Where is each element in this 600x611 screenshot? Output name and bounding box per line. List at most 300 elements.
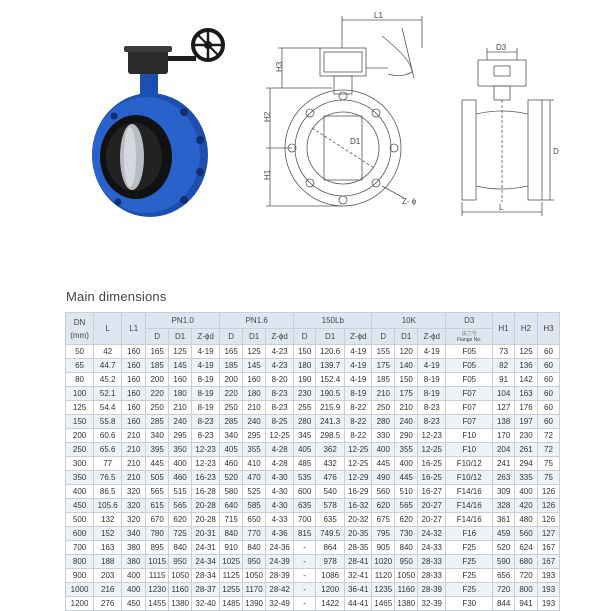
- table-cell: 4-19: [345, 373, 372, 387]
- table-cell: 4-19: [418, 345, 446, 359]
- table-cell: 20-27: [418, 499, 446, 513]
- table-cell: 52.1: [94, 387, 122, 401]
- table-cell: 127: [537, 527, 559, 541]
- table-cell: 4-33: [266, 513, 294, 527]
- table-cell: 950: [243, 555, 266, 569]
- table-cell: 100: [66, 387, 94, 401]
- table-cell: 175: [372, 359, 395, 373]
- table-cell: 309: [493, 485, 515, 499]
- table-cell: 8-20: [266, 373, 294, 387]
- table-cell: 675: [372, 513, 395, 527]
- table-cell: 16-27: [418, 485, 446, 499]
- table-cell: F14/16: [446, 485, 493, 499]
- table-cell: 1230: [146, 583, 169, 597]
- header-L: L: [94, 313, 122, 345]
- table-cell: 470: [243, 471, 266, 485]
- table-cell: 12-25: [345, 457, 372, 471]
- table-cell: 840: [169, 541, 192, 555]
- table-cell: 770: [243, 527, 266, 541]
- table-cell: 20-28: [192, 513, 220, 527]
- table-cell: 263: [493, 471, 515, 485]
- table-cell: 16-29: [345, 485, 372, 499]
- table-cell: 28-34: [192, 569, 220, 583]
- table-cell: 16-25: [418, 471, 446, 485]
- table-cell: 210: [122, 429, 146, 443]
- table-cell: 480: [515, 513, 538, 527]
- table-cell: 65: [66, 359, 94, 373]
- table-cell: 800: [66, 555, 94, 569]
- table-cell: 32-40: [192, 597, 220, 611]
- table-cell: 840: [243, 541, 266, 555]
- table-cell: F05: [446, 359, 493, 373]
- table-cell: 895: [146, 541, 169, 555]
- table-cell: 510: [395, 485, 418, 499]
- table-cell: -: [294, 555, 316, 569]
- table-cell: 60: [537, 387, 559, 401]
- table-cell: 160: [122, 345, 146, 359]
- table-cell: F25: [446, 541, 493, 555]
- subheader-D1: D1: [395, 329, 418, 345]
- table-cell: 250: [220, 401, 243, 415]
- table-cell: F10/12: [446, 471, 493, 485]
- table-cell: 220: [220, 387, 243, 401]
- table-cell: 160: [243, 373, 266, 387]
- table-cell: 200: [146, 373, 169, 387]
- table-cell: 20-31: [192, 527, 220, 541]
- table-row: [66, 443, 560, 457]
- table-row: [66, 373, 560, 387]
- gearbox-top: [124, 46, 172, 52]
- handwheel: [193, 30, 223, 60]
- table-cell: 620: [395, 513, 418, 527]
- table-cell: 400: [372, 443, 395, 457]
- table-cell: 4-19: [192, 359, 220, 373]
- table-cell: 1455: [146, 597, 169, 611]
- table-cell: 20-32: [345, 513, 372, 527]
- table-cell: 215.9: [316, 401, 345, 415]
- table-cell: F07: [446, 415, 493, 429]
- table-cell: 1200: [66, 597, 94, 611]
- table-cell: 185: [220, 359, 243, 373]
- table-cell: 445: [146, 457, 169, 471]
- table-cell: 844: [493, 597, 515, 611]
- table-cell: 335: [515, 471, 538, 485]
- table-cell: 126: [537, 499, 559, 513]
- table-cell: 1200: [316, 583, 345, 597]
- table-cell: 361: [493, 513, 515, 527]
- table-cell: 190: [294, 373, 316, 387]
- table-cell: 60.6: [94, 429, 122, 443]
- table-cell: 505: [146, 471, 169, 485]
- table-cell: 800: [515, 583, 538, 597]
- table-cell: 86.5: [94, 485, 122, 499]
- table-cell: 450: [66, 499, 94, 513]
- label-D: D: [553, 147, 559, 156]
- subheader-D: D: [372, 329, 395, 345]
- table-cell: 1050: [169, 569, 192, 583]
- subheader-Z-phi-d: Z-ϕd: [266, 329, 294, 345]
- table-row: [66, 541, 560, 555]
- table-cell: 8-23: [192, 415, 220, 429]
- table-row: [66, 415, 560, 429]
- table-cell: 240: [243, 415, 266, 429]
- table-cell: 950: [169, 555, 192, 569]
- table-cell: 395: [146, 443, 169, 457]
- table-cell: 4-30: [266, 485, 294, 499]
- table-cell: F14/16: [446, 499, 493, 513]
- table-cell: 320: [122, 513, 146, 527]
- table-cell: 1015: [146, 555, 169, 569]
- table-cell: 578: [316, 499, 345, 513]
- table-cell: 580: [220, 485, 243, 499]
- table-cell: 145: [243, 359, 266, 373]
- table-cell: 900: [66, 569, 94, 583]
- table-cell: 75: [537, 457, 559, 471]
- table-cell: 715: [220, 513, 243, 527]
- table-cell: 405: [220, 443, 243, 457]
- table-cell: 20-28: [192, 499, 220, 513]
- table-cell: 8-23: [266, 401, 294, 415]
- header-10k: 10K: [372, 313, 446, 329]
- table-cell: 16-23: [192, 471, 220, 485]
- table-cell: 1390: [243, 597, 266, 611]
- table-row: [66, 527, 560, 541]
- table-cell: 840: [220, 527, 243, 541]
- front-view-drawing: [262, 8, 432, 213]
- table-cell: F25: [446, 583, 493, 597]
- table-cell: 525: [243, 485, 266, 499]
- table-cell: 24-33: [418, 541, 446, 555]
- table-cell: 126: [537, 485, 559, 499]
- table-cell: 160: [122, 387, 146, 401]
- table-cell: 950: [395, 555, 418, 569]
- table-cell: 941: [515, 597, 538, 611]
- table-cell: 565: [169, 499, 192, 513]
- table-cell: 24-36: [266, 541, 294, 555]
- table-cell: 635: [294, 499, 316, 513]
- table-cell: 261: [515, 443, 538, 457]
- table-cell: 16-32: [345, 499, 372, 513]
- table-cell: 54.4: [94, 401, 122, 415]
- table-cell: 280: [294, 415, 316, 429]
- table-row: [66, 499, 560, 513]
- table-cell: 276: [94, 597, 122, 611]
- table-cell: 12-25: [418, 443, 446, 457]
- table-cell: 795: [372, 527, 395, 541]
- table-cell: 32-39: [418, 597, 446, 611]
- header-H2: H2: [515, 313, 538, 345]
- table-cell: 60: [537, 415, 559, 429]
- table-cell: 590: [493, 555, 515, 569]
- table-cell: 80: [66, 373, 94, 387]
- table-cell: 400: [122, 569, 146, 583]
- table-cell: 340: [146, 429, 169, 443]
- subheader-Z-phi-d: Z-ϕd: [345, 329, 372, 345]
- table-cell: 485: [294, 457, 316, 471]
- table-cell: 540: [316, 485, 345, 499]
- table-cell: 4-23: [266, 345, 294, 359]
- subheader-Z-phi-d: Z-ϕd: [192, 329, 220, 345]
- table-cell: 200: [66, 429, 94, 443]
- table-cell: 203: [94, 569, 122, 583]
- table-cell: 65.6: [94, 443, 122, 457]
- table-cell: 295: [169, 429, 192, 443]
- table-cell: 560: [515, 527, 538, 541]
- table-cell: 193: [537, 597, 559, 611]
- table-cell: 250: [66, 443, 94, 457]
- table-cell: 8-25: [266, 415, 294, 429]
- table-cell: 20-27: [418, 513, 446, 527]
- table-cell: 340: [220, 429, 243, 443]
- table-cell: -: [294, 583, 316, 597]
- table-cell: 125: [66, 401, 94, 415]
- table-row: [66, 583, 560, 597]
- table-cell: -: [294, 597, 316, 611]
- table-cell: 28-37: [192, 583, 220, 597]
- table-cell: 565: [395, 499, 418, 513]
- table-cell: 650: [243, 513, 266, 527]
- table-cell: 4-36: [266, 527, 294, 541]
- table-cell: 565: [146, 485, 169, 499]
- table-cell: 24-39: [266, 555, 294, 569]
- table-row: [66, 387, 560, 401]
- table-cell: 216: [94, 583, 122, 597]
- table-cell: 445: [372, 457, 395, 471]
- table-cell: 60: [537, 345, 559, 359]
- table-cell: 240: [395, 415, 418, 429]
- table-cell: 210: [169, 401, 192, 415]
- label-Z-phi: Z- ϕ: [402, 197, 417, 206]
- table-cell: 320: [122, 485, 146, 499]
- table-cell: 520: [493, 541, 515, 555]
- table-cell: 4-19: [345, 345, 372, 359]
- header-150lb: 150Lb: [294, 313, 372, 329]
- table-cell: 167: [537, 541, 559, 555]
- header-L1: L1: [122, 313, 146, 345]
- table-row: [66, 345, 560, 359]
- table-cell: 60: [537, 373, 559, 387]
- table-cell: 132: [94, 513, 122, 527]
- table-cell: 241.3: [316, 415, 345, 429]
- table-cell: 1160: [169, 583, 192, 597]
- table-row: [66, 401, 560, 415]
- header-pn10: PN1.0: [146, 313, 220, 329]
- table-row: [66, 457, 560, 471]
- table-cell: 190.5: [316, 387, 345, 401]
- table-cell: 345: [294, 429, 316, 443]
- table-cell: 730: [395, 527, 418, 541]
- table-cell: 280: [372, 415, 395, 429]
- table-cell: 460: [169, 471, 192, 485]
- table-cell: 176: [515, 401, 538, 415]
- table-cell: 250: [146, 401, 169, 415]
- table-cell: F07: [446, 401, 493, 415]
- table-cell: 139.7: [316, 359, 345, 373]
- table-cell: 160: [122, 401, 146, 415]
- table-cell: 905: [372, 541, 395, 555]
- table-cell: 1255: [220, 583, 243, 597]
- table-cell: 138: [493, 415, 515, 429]
- table-cell: 4-30: [266, 499, 294, 513]
- table-cell: 1465: [372, 597, 395, 611]
- table-cell: 200: [220, 373, 243, 387]
- table-cell: 160: [122, 373, 146, 387]
- table-cell: 410: [243, 457, 266, 471]
- header-D3: D3: [446, 313, 493, 329]
- subheader-D: D: [146, 329, 169, 345]
- table-cell: 60: [537, 401, 559, 415]
- gear-shaft: [168, 56, 196, 61]
- table-cell: F07: [446, 387, 493, 401]
- label-H3: H3: [275, 61, 284, 72]
- table-cell: 28-39: [418, 583, 446, 597]
- table-row: [66, 569, 560, 583]
- table-cell: 12-23: [192, 443, 220, 457]
- subheader-D1: D1: [169, 329, 192, 345]
- table-cell: 204: [493, 443, 515, 457]
- table-cell: 250: [372, 401, 395, 415]
- table-cell: 1120: [372, 569, 395, 583]
- table-cell: 624: [515, 541, 538, 555]
- table-cell: 16-28: [192, 485, 220, 499]
- table-cell: 24-32: [418, 527, 446, 541]
- table-cell: 16-25: [418, 457, 446, 471]
- table-cell: 150: [66, 415, 94, 429]
- table-cell: 91: [493, 373, 515, 387]
- table-row: [66, 485, 560, 499]
- table-cell: 1086: [316, 569, 345, 583]
- table-cell: 45.2: [94, 373, 122, 387]
- table-cell: 180: [243, 387, 266, 401]
- table-cell: 170: [493, 429, 515, 443]
- table-cell: 28-41: [345, 555, 372, 569]
- table-cell: 125: [243, 345, 266, 359]
- table-row: [66, 555, 560, 569]
- table-cell: 700: [66, 541, 94, 555]
- table-cell: 230: [294, 387, 316, 401]
- dimensions-table: [65, 312, 560, 611]
- header-dn: DN (mm): [66, 313, 94, 345]
- label-H2: H2: [263, 111, 272, 122]
- table-cell: 193: [537, 569, 559, 583]
- table-cell: F10/12: [446, 457, 493, 471]
- table-cell: 8-19: [345, 387, 372, 401]
- table-cell: 12-23: [418, 429, 446, 443]
- table-cell: 76.5: [94, 471, 122, 485]
- table-cell: 145: [169, 359, 192, 373]
- table-cell: 120: [395, 345, 418, 359]
- table-cell: 432: [316, 457, 345, 471]
- table-cell: 210: [395, 401, 418, 415]
- table-cell: 20-35: [345, 527, 372, 541]
- table-cell: 1025: [220, 555, 243, 569]
- table-cell: 680: [515, 555, 538, 569]
- subheader-Z-phi-d: Z-ϕd: [418, 329, 446, 345]
- table-cell: 160: [122, 359, 146, 373]
- table-cell: 210: [122, 443, 146, 457]
- table-cell: 1050: [243, 569, 266, 583]
- table-cell: 720: [493, 583, 515, 597]
- table-cell: 8-23: [266, 387, 294, 401]
- table-cell: 8-19: [192, 387, 220, 401]
- table-cell: 815: [294, 527, 316, 541]
- table-cell: 24-31: [192, 541, 220, 555]
- table-cell: 400: [395, 457, 418, 471]
- table-cell: 241: [493, 457, 515, 471]
- table-row: [66, 359, 560, 373]
- table-cell: 720: [515, 569, 538, 583]
- table-cell: 155: [372, 345, 395, 359]
- table-cell: 188: [94, 555, 122, 569]
- table-cell: 165: [220, 345, 243, 359]
- table-cell: 28-33: [418, 569, 446, 583]
- table-cell: 150: [294, 345, 316, 359]
- header-H3: H3: [537, 313, 559, 345]
- table-cell: 1235: [372, 583, 395, 597]
- table-cell: 4-28: [266, 457, 294, 471]
- table-cell: 210: [372, 387, 395, 401]
- table-cell: 840: [395, 541, 418, 555]
- table-cell: F05: [446, 345, 493, 359]
- table-cell: 8-19: [192, 401, 220, 415]
- table-cell: 44-41: [345, 597, 372, 611]
- table-cell: 28-35: [345, 541, 372, 555]
- table-cell: 240: [169, 415, 192, 429]
- table-cell: 180: [169, 387, 192, 401]
- table-cell: 77: [94, 457, 122, 471]
- table-cell: 220: [146, 387, 169, 401]
- table-cell: 4-28: [266, 443, 294, 457]
- table-cell: 12-23: [192, 457, 220, 471]
- table-cell: 8-19: [192, 373, 220, 387]
- table-cell: 8-19: [418, 373, 446, 387]
- table-cell: 350: [169, 443, 192, 457]
- table-cell: 8-22: [345, 401, 372, 415]
- table-cell: 460: [220, 457, 243, 471]
- table-cell: 12-25: [266, 429, 294, 443]
- table-cell: 600: [66, 527, 94, 541]
- header-pn16: PN1.6: [220, 313, 294, 329]
- table-cell: 127: [493, 401, 515, 415]
- table-cell: 1380: [169, 597, 192, 611]
- table-cell: -: [294, 541, 316, 555]
- table-cell: -: [294, 569, 316, 583]
- table-cell: 450: [122, 597, 146, 611]
- table-cell: 1380: [395, 597, 418, 611]
- label-D1: D1: [350, 137, 361, 146]
- table-cell: 520: [220, 471, 243, 485]
- table-cell: 163: [94, 541, 122, 555]
- table-cell: 476: [316, 471, 345, 485]
- table-cell: 82: [493, 359, 515, 373]
- table-cell: 28-39: [266, 569, 294, 583]
- table-cell: 670: [146, 513, 169, 527]
- table-cell: 1020: [372, 555, 395, 569]
- table-cell: 749.5: [316, 527, 345, 541]
- table-cell: 8-22: [345, 415, 372, 429]
- table-cell: 4-19: [192, 345, 220, 359]
- table-cell: 285: [220, 415, 243, 429]
- table-cell: 780: [146, 527, 169, 541]
- table-cell: 73: [493, 345, 515, 359]
- table-cell: 1125: [220, 569, 243, 583]
- table-cell: 340: [122, 527, 146, 541]
- table-cell: 445: [395, 471, 418, 485]
- table-cell: F05: [446, 373, 493, 387]
- table-cell: F10: [446, 429, 493, 443]
- table-cell: 656: [493, 569, 515, 583]
- table-cell: 152: [94, 527, 122, 541]
